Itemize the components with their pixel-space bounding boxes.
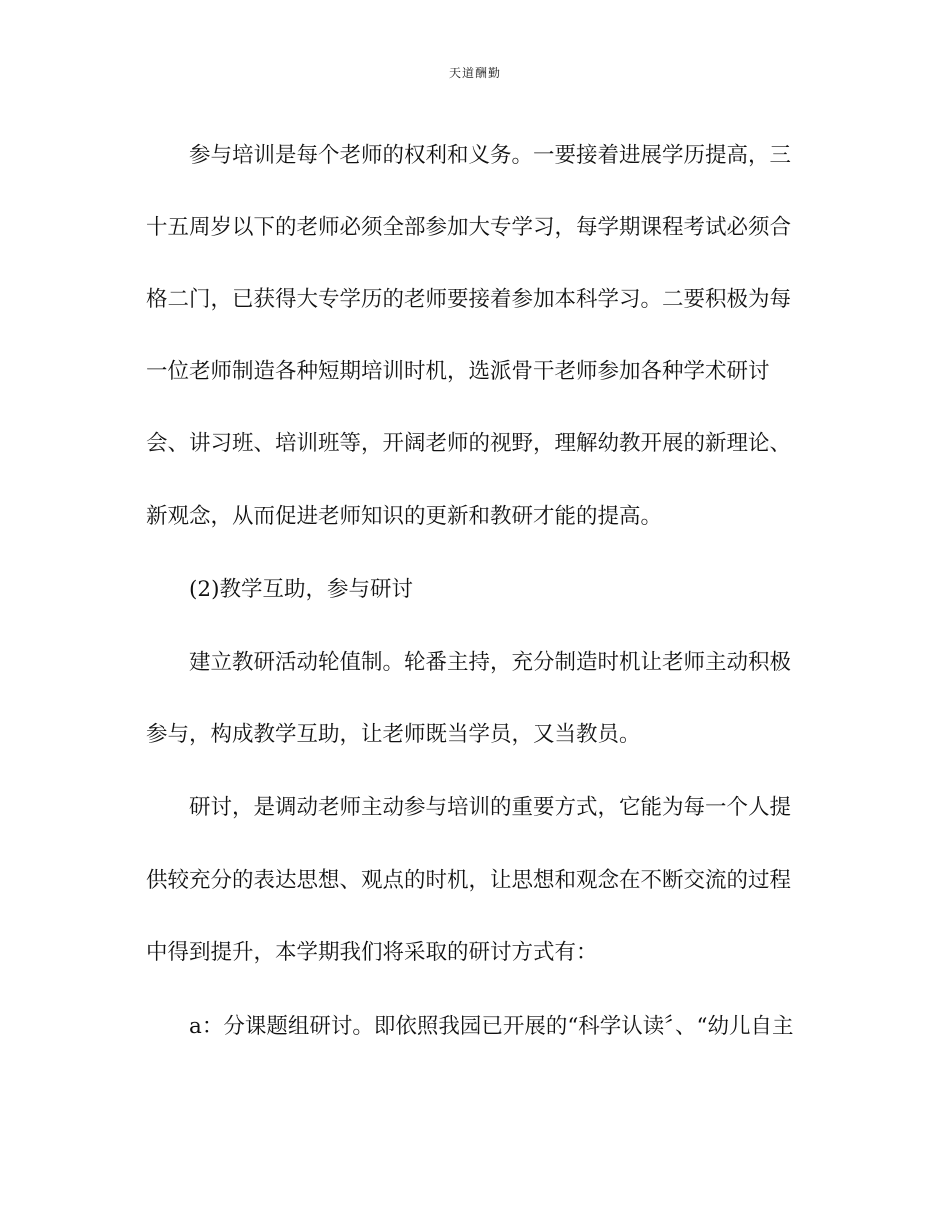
paragraph-line: 研讨，是调动老师主动参与培训的重要方式，它能为每一个人提	[189, 795, 792, 820]
paragraph-line: 参与，构成教学互助，让老师既当学员，又当教员。	[146, 722, 641, 747]
paragraph-line: a：分课题组研讨。即依照我园已开展的“科学认读〞、“幼儿自主	[189, 1014, 794, 1039]
paragraph-line: 建立教研活动轮值制。轮番主持，充分制造时机让老师主动积极	[189, 650, 792, 675]
paragraph-line: 供较充分的表达思想、观点的时机，让思想和观念在不断交流的过程	[146, 868, 792, 893]
page-header: 天道酬勤	[448, 66, 501, 80]
paragraph-line: 中得到提升，本学期我们将采取的研讨方式有：	[146, 940, 598, 965]
paragraph-line: 新观念，从而促进老师知识的更新和教研才能的提高。	[146, 504, 663, 529]
paragraph-line: 格二门，已获得大专学历的老师要接着参加本科学习。二要积极为每	[146, 287, 792, 312]
paragraph-line: 十五周岁以下的老师必须全部参加大专学习，每学期课程考试必须合	[146, 215, 792, 240]
paragraph-line: 会、讲习班、培训班等，开阔老师的视野，理解幼教开展的新理论、	[146, 431, 792, 456]
paragraph-line: 参与培训是每个老师的权利和义务。一要接着进展学历提高，三	[189, 143, 792, 168]
section-heading: (2)教学互助，参与研讨	[189, 577, 413, 602]
paragraph-line: 一位老师制造各种短期培训时机，选派骨干老师参加各种学术研讨	[146, 359, 770, 384]
